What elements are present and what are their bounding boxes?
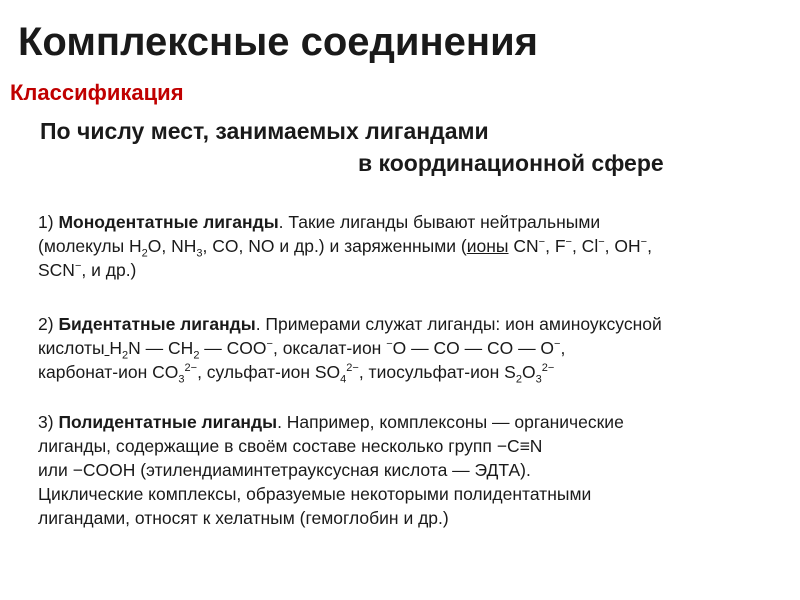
p3-term: Полидентатные лиганды <box>58 412 278 432</box>
p2-text: — COO <box>199 338 267 358</box>
p2-text: N — CH <box>128 338 194 358</box>
p1-text: , OH <box>604 236 641 256</box>
p1-charge: − <box>640 236 648 249</box>
paragraph-polydentate <box>38 410 783 530</box>
p3-number: 3) <box>38 412 59 432</box>
p1-line-2 <box>38 234 783 258</box>
p2-text: O <box>521 362 536 382</box>
p2-charge: 2− <box>541 362 555 375</box>
p2-line-2 <box>38 336 783 360</box>
p3-text: . Например, комплексоны — органические <box>277 412 624 432</box>
p2-text: , сульфат-ион SO <box>197 362 341 382</box>
p2-subscript: 3 <box>535 373 542 386</box>
p1-text: (молекулы H <box>38 236 142 256</box>
p3-line-5: лигандами, относят к хелатным (гемоглобин и др.) <box>38 508 449 528</box>
p2-charge: 2− <box>184 362 198 375</box>
paragraph-monodentate <box>38 210 783 282</box>
p1-ions-underlined: ионы <box>466 236 509 256</box>
p2-subscript: 2 <box>193 349 200 362</box>
p2-text: кислоты <box>38 338 105 358</box>
p2-subscript: 2 <box>515 373 522 386</box>
subtitle-line-1: По числу мест, занимаемых лигандами <box>40 118 489 144</box>
p1-charge: − <box>538 236 546 249</box>
p1-text: , CO, NO и др.) и заряженными ( <box>202 236 467 256</box>
subtitle-line-2: в координационной сфере <box>358 150 664 176</box>
p2-number: 2) <box>38 314 59 334</box>
slide-title: Комплексные соединения <box>18 20 539 64</box>
p2-text: карбонат-ион CO <box>38 362 179 382</box>
p2-charge: − <box>266 338 273 351</box>
p3-line-3: или −COOH (этилендиаминтетрауксусная кислота — ЭДТА). <box>38 460 531 480</box>
p2-text: H <box>109 338 123 358</box>
p1-charge: − <box>565 236 572 249</box>
p1-line-1 <box>38 210 783 234</box>
p1-line-3 <box>38 258 783 282</box>
p2-subscript: 2 <box>122 349 129 362</box>
p1-text: . Такие лиганды бывают нейтральными <box>278 212 601 232</box>
p3-line-2: лиганды, содержащие в своём составе несколько групп −C≡N <box>38 436 543 456</box>
p1-text: , Cl <box>571 236 599 256</box>
p2-charge: − <box>554 338 561 351</box>
p2-text: O — CO — CO — O <box>392 338 555 358</box>
p1-charge: − <box>74 260 82 273</box>
p1-text: CN <box>508 236 539 256</box>
p1-text: O, NH <box>147 236 197 256</box>
p3-line-4: Циклические комплексы, образуемые некоторыми полидентатными <box>38 484 592 504</box>
p2-subscript: 3 <box>178 373 185 386</box>
p1-charge: − <box>598 236 605 249</box>
p2-text: , тиосульфат-ион S <box>358 362 516 382</box>
p2-text: . Примерами служат лиганды: ион аминоуксусной <box>255 314 662 334</box>
p1-number: 1) <box>38 212 59 232</box>
p1-text: , и др.) <box>81 260 137 280</box>
p2-text: , оксалат-ион <box>272 338 387 358</box>
p3-line-1 <box>38 410 783 434</box>
p1-text: SCN <box>38 260 75 280</box>
p1-subscript: 2 <box>141 247 148 260</box>
p2-line-1 <box>38 312 783 336</box>
p2-charge: 2− <box>346 362 359 375</box>
paragraph-bidentate <box>38 312 783 384</box>
p2-charge: − <box>386 338 393 351</box>
section-heading: Классификация <box>10 80 184 105</box>
p2-subscript: 4 <box>340 373 347 386</box>
p2-term: Бидентатные лиганды <box>58 314 256 334</box>
p1-text: , F <box>545 236 566 256</box>
p2-line-3 <box>38 360 783 384</box>
p1-term: Монодентатные лиганды <box>58 212 279 232</box>
p2-text: , <box>560 338 566 358</box>
p1-subscript: 3 <box>196 247 203 260</box>
p1-text: , <box>647 236 652 256</box>
